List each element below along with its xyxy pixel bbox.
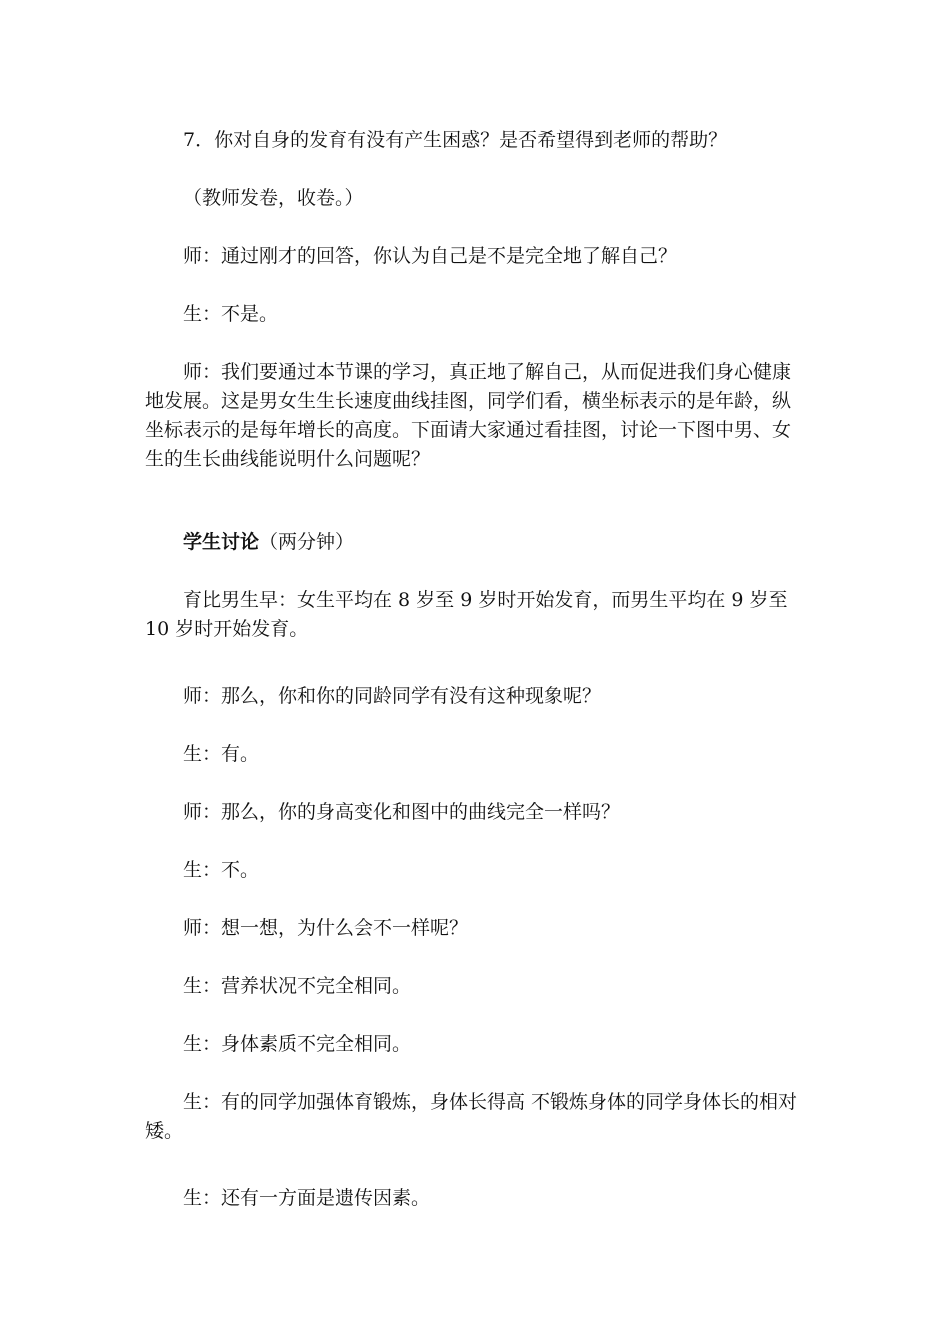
paragraph-student-1: 生：不是。 bbox=[183, 303, 279, 325]
paragraph-teacher-4: 师：那么，你的身高变化和图中的曲线完全一样吗？ bbox=[183, 801, 621, 823]
discussion-duration: （两分钟） bbox=[259, 531, 355, 553]
paragraph-stage-direction: （教师发卷，收卷。） bbox=[183, 187, 364, 209]
paragraph-teacher-2: 师：我们要通过本节课的学习，真正地了解自己，从而促进我们身心健康地发展。这是男女生生长速度曲线挂图，同学们看，横坐标表示的是年龄，纵坐标表示的是每年增长的高度。下面请大家通过看挂图，讨论一下图中男、女生的生长曲线能说明什么问题呢？ bbox=[145, 361, 792, 470]
paragraph-student-2: 生：有。 bbox=[183, 743, 260, 765]
paragraph-development: 育比男生早：女生平均在 8 岁至 9 岁时开始发育，而男生平均在 9 岁至 10 岁时开始发育。 bbox=[145, 589, 788, 640]
paragraph-student-5: 生：身体素质不完全相同。 bbox=[183, 1033, 412, 1055]
paragraph-teacher-1: 师：通过刚才的回答，你认为自己是不是完全地了解自己？ bbox=[183, 245, 678, 267]
paragraph-student-6: 生：有的同学加强体育锻炼，身体长得高 不锻炼身体的同学身体长的相对矮。 bbox=[145, 1091, 798, 1142]
paragraph-question-7: 7．你对自身的发育有没有产生困惑？是否希望得到老师的帮助？ bbox=[183, 129, 728, 151]
discussion-heading: 学生讨论 bbox=[183, 531, 260, 553]
paragraph-student-7: 生：还有一方面是遗传因素。 bbox=[183, 1187, 431, 1209]
paragraph-student-3: 生：不。 bbox=[183, 859, 260, 881]
paragraph-student-4: 生：营养状况不完全相同。 bbox=[183, 975, 412, 997]
paragraph-teacher-3: 师：那么，你和你的同龄同学有没有这种现象呢？ bbox=[183, 685, 602, 707]
paragraph-teacher-5: 师：想一想，为什么会不一样呢？ bbox=[183, 917, 469, 939]
paragraph-discussion bbox=[145, 528, 805, 557]
